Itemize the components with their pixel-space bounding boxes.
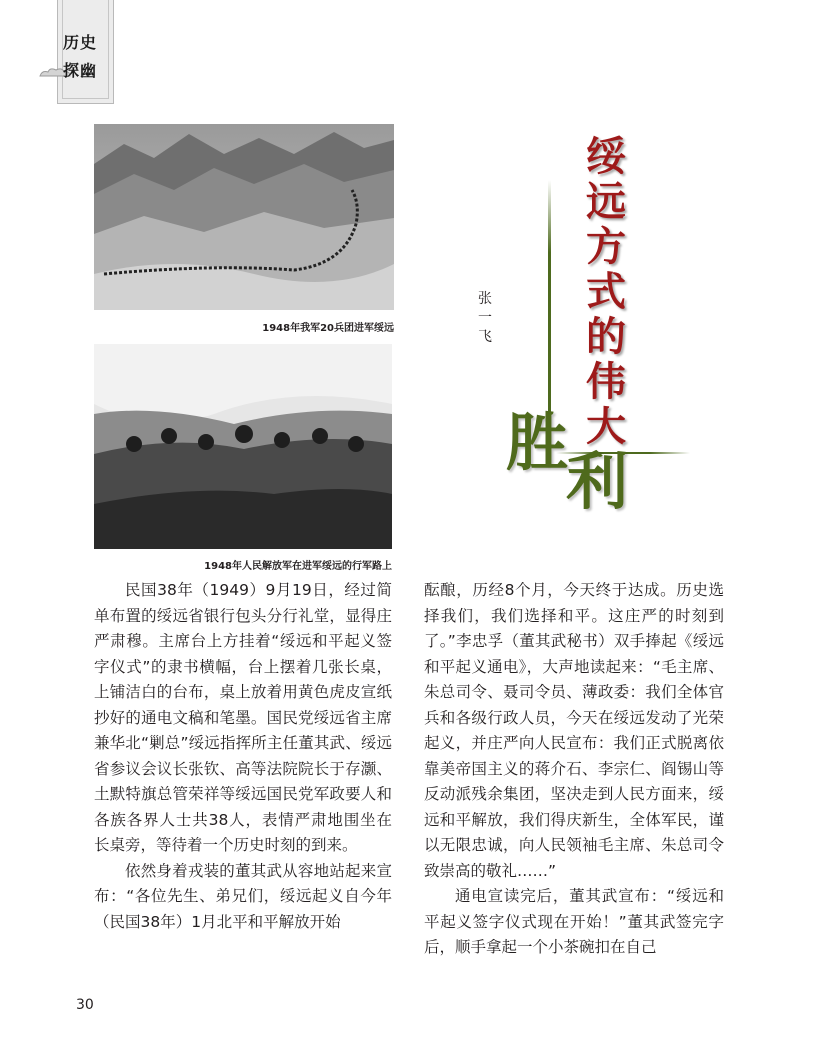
paragraph: 依然身着戎装的董其武从容地站起来宣布：“各位先生、弟兄们，绥远起义自今年（民国38年）1月北平和平解放开始 xyxy=(94,861,392,931)
paragraph: 民国38年（1949）9月19日，经过简单布置的绥远省银行包头分行礼堂，显得庄严肃穆。主席台上方挂着“绥远和平起义签字仪式”的隶书横幅，台上摆着几张长桌，上铺洁白的台布，桌上放着用黄色虎皮宣纸抄好的通电文稿和笔墨。国民党绥远省主席兼华北“剿总”绥远指挥所主任董其武、绥远省参议会议长张钦、高等法院院长于存灏、土默特旗总管荣祥等绥远国民党军政要人和各族各界人士共38人，表情严肃地围坐在长桌旁，等待着一个历史时刻的到来。 xyxy=(94,581,392,854)
photo-caption-1: 1948年我军20兵团进军绥远 xyxy=(262,323,394,334)
page-number: 30 xyxy=(76,997,94,1013)
photo-caption-2: 1948年人民解放军在进军绥远的行军路上 xyxy=(204,561,392,572)
photo-march-mountains xyxy=(94,124,394,310)
article-title-char-victory-2: 利 xyxy=(566,445,629,518)
article-title-char-victory-1: 胜 xyxy=(506,406,569,479)
paragraph: 酝酿，历经8个月，今天终于达成。历史选择我们，我们选择和平。这庄严的时刻到了。”李忠孚（董其武秘书）双手捧起《绥远和平起义通电》，大声地读起来：“毛主席、朱总司令、聂司令员、薄政委：我们全体官兵和各级行政人员，今天在绥远发动了光荣起义，并庄严向人民宣布：我们正式脱离依靠美帝国主义的蒋介石、李宗仁、阎锡山等反动派残余集团，坚决走到人民方面来，绥远和平解放，我们得庆新生，全体军民，谨以无限忠诚，向人民领袖毛主席、朱总司令致崇高的敬礼……” xyxy=(424,581,724,880)
author-name: 张 一 飞 xyxy=(478,291,492,345)
body-column-right xyxy=(424,578,724,961)
article-title-vertical: 绥 远 方 式 的 伟 大 xyxy=(586,133,626,450)
section-label-line1: 历史 xyxy=(63,33,98,52)
section-label-line2: 探幽 xyxy=(63,61,98,80)
photo-soldiers xyxy=(94,344,392,549)
paragraph: 通电宣读完后，董其武宣布：“绥远和平起义签字仪式现在开始！”董其武签完字后，顺手拿起一个小茶碗扣在自己 xyxy=(424,887,724,956)
body-column-left xyxy=(94,578,392,935)
